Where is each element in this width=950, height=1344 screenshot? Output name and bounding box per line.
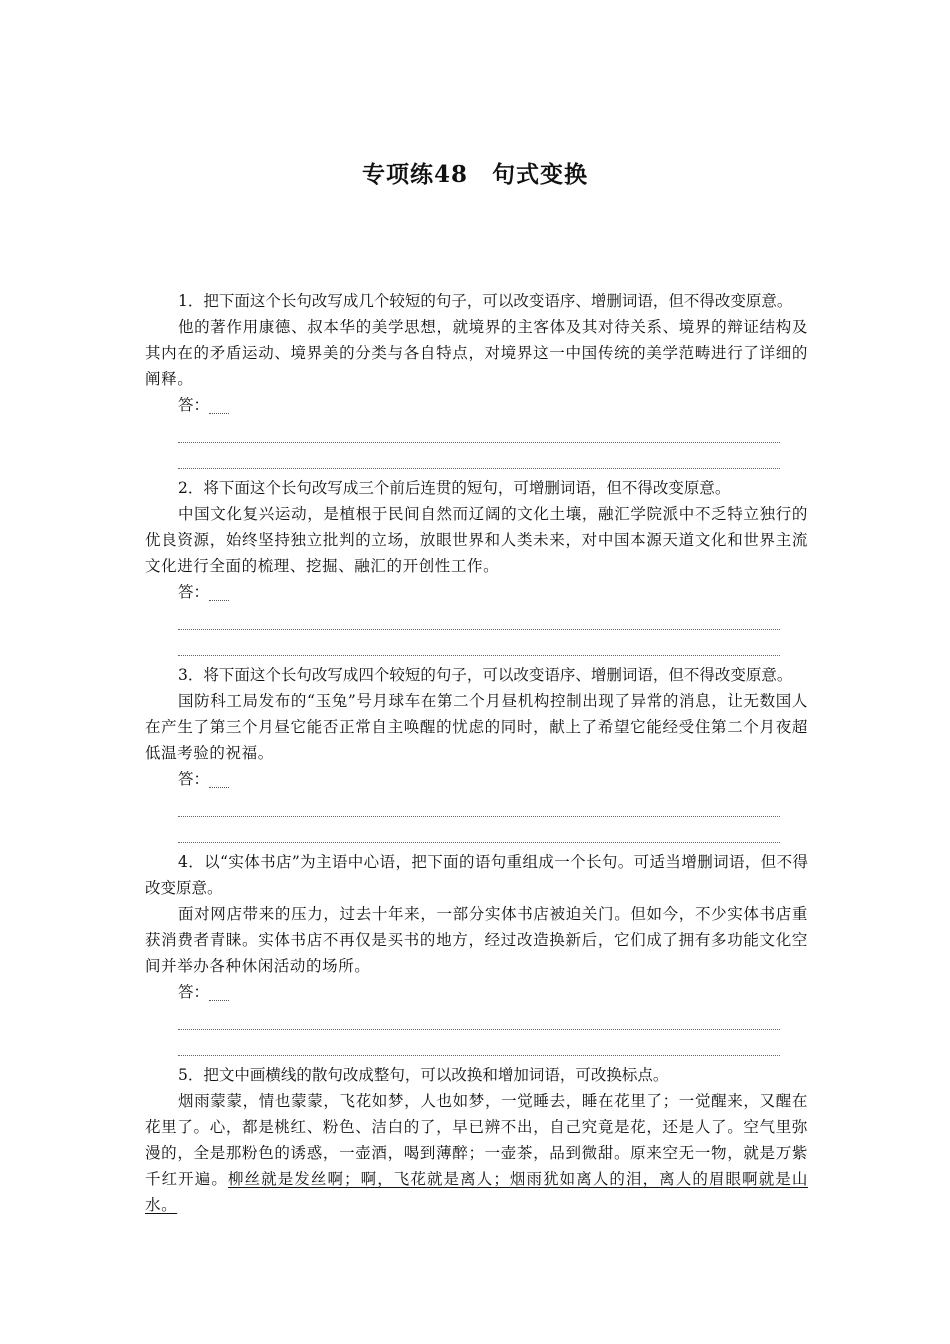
answer-blank[interactable]	[209, 986, 229, 1001]
question-prompt: 3．将下面这个长句改写成四个较短的句子，可以改变语序、增删词语，但不得改变原意。	[178, 666, 793, 684]
passage-text: 烟雨蒙蒙，情也蒙蒙，飞花如梦，人也如梦，一觉睡去，睡在花里了；一觉醒来，又醒在花里了。心，都是桃红、粉色、洁白的了，早已辨不出，自己究竟是花，还是人了。空气里弥漫的，全是那粉色的诱惑，一壶酒，喝到薄醉；一壶茶，品到微甜。原来空无一物，就是万紫千红开遍。	[145, 1092, 808, 1188]
question-passage	[145, 1088, 808, 1218]
question-passage: 他的著作用康德、叔本华的美学思想，就境界的主客体及其对待关系、境界的辩证结构及其内在的矛盾运动、境界美的分类与各自特点，对境界这一中国传统的美学范畴进行了详细的阐释。	[145, 318, 808, 388]
answer-line[interactable]	[178, 1003, 780, 1030]
answer-blank[interactable]	[209, 586, 229, 601]
question-prompt: 1．把下面这个长句改写成几个较短的句子，可以改变语序、增删词语，但不得改变原意。	[178, 292, 793, 310]
answer-line[interactable]	[178, 416, 780, 443]
question-passage: 国防科工局发布的“玉兔”号月球车在第二个月昼机构控制出现了异常的消息，让无数国人在产生了第三个月昼它能否正常自主唤醒的忧虑的同时，献上了希望它能经受住第二个月夜超低温考验的祝福。	[145, 692, 808, 762]
answer-line[interactable]	[178, 603, 780, 630]
question-5	[145, 1062, 808, 1218]
question-3	[145, 662, 808, 843]
question-prompt: 4．以“实体书店”为主语中心语，把下面的语句重组成一个长句。可适当增删词语，但不得改变原意。	[145, 853, 808, 897]
exercise-content	[145, 288, 808, 1218]
answer-label: 答：	[178, 583, 210, 601]
answer-line[interactable]	[178, 1030, 780, 1056]
answer-row	[145, 392, 808, 416]
answer-label: 答：	[178, 396, 210, 414]
question-prompt: 5．把文中画横线的散句改成整句，可以改换和增加词语，可改换标点。	[178, 1066, 669, 1084]
answer-line[interactable]	[178, 630, 780, 656]
answer-row	[145, 979, 808, 1003]
answer-blank[interactable]	[209, 773, 229, 788]
question-passage: 中国文化复兴运动，是植根于民间自然而辽阔的文化土壤，融汇学院派中不乏特立独行的优良资源，始终坚持独立批判的立场，放眼世界和人类未来，对中国本源天道文化和世界主流文化进行全面的梳理、挖掘、融汇的开创性工作。	[145, 505, 808, 575]
question-2	[145, 475, 808, 656]
question-passage: 面对网店带来的压力，过去十年来，一部分实体书店被迫关门。但如今，不少实体书店重获消费者青睐。实体书店不再仅是买书的地方，经过改造换新后，它们成了拥有多功能文化空间并举办各种休闲活动的场所。	[145, 905, 808, 975]
answer-label: 答：	[178, 770, 210, 788]
underlined-sentences: 柳丝就是发丝啊；啊，飞花就是离人；烟雨犹如离人的泪，离人的眉眼啊就是山水。	[145, 1170, 808, 1214]
answer-line[interactable]	[178, 443, 780, 469]
answer-blank[interactable]	[209, 399, 229, 414]
answer-row	[145, 579, 808, 603]
answer-label: 答：	[178, 983, 210, 1001]
question-1	[145, 288, 808, 469]
page-title: 专项练48 句式变换	[361, 161, 588, 188]
answer-line[interactable]	[178, 790, 780, 817]
answer-row	[145, 766, 808, 790]
answer-line[interactable]	[178, 817, 780, 843]
question-4	[145, 849, 808, 1056]
question-prompt: 2．将下面这个长句改写成三个前后连贯的短句，可增删词语，但不得改变原意。	[178, 479, 731, 497]
